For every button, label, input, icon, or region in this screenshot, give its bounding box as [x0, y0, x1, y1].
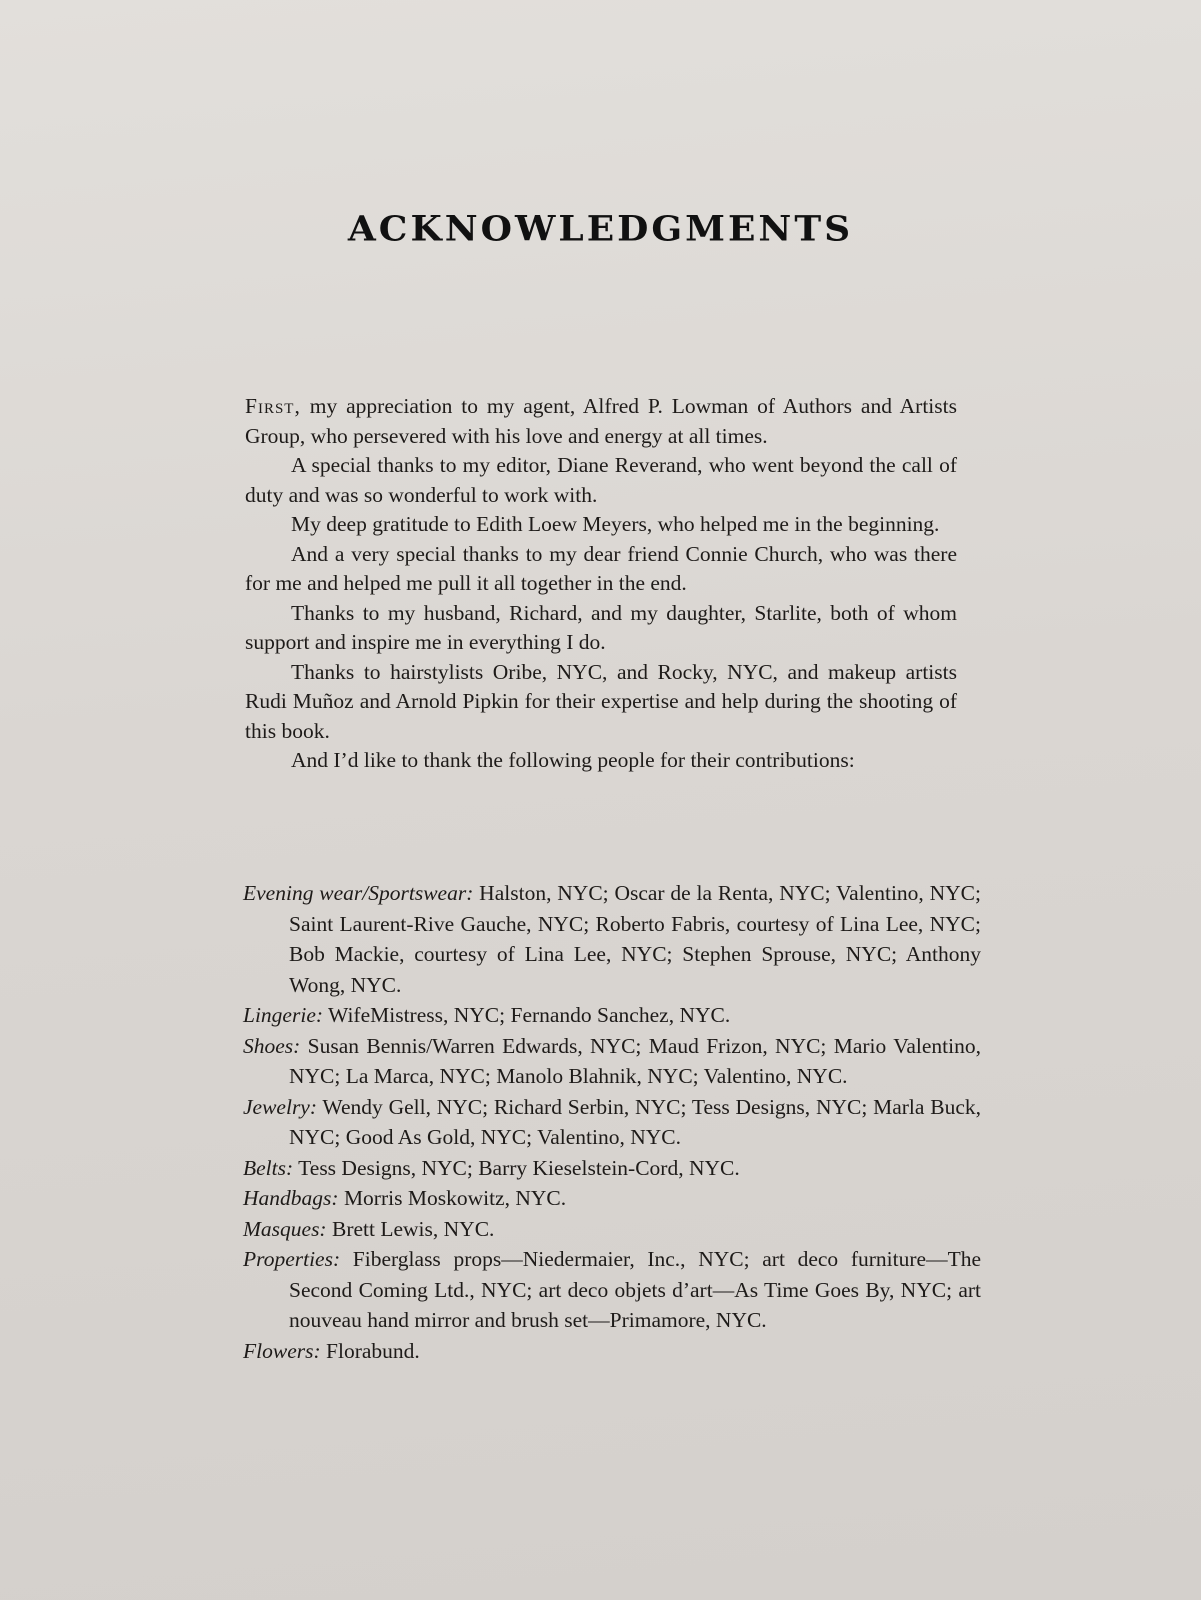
paragraph-contributions: And I’d like to thank the following people for their contributions: — [291, 748, 855, 772]
credit-category: Masques: — [243, 1216, 327, 1241]
credit-evening-wear — [243, 878, 981, 1000]
credit-text: Brett Lewis, NYC. — [326, 1216, 495, 1241]
paragraph-text: my appreciation to my agent, Alfred P. Lowman of Authors and Artists Group, who persevered with his love and energy at all times. — [245, 394, 957, 448]
credit-category: Handbags: — [243, 1186, 339, 1210]
credit-properties — [243, 1244, 981, 1336]
credit-belts — [243, 1153, 981, 1184]
credit-text: Halston, NYC; Oscar de la Renta, NYC; Valentino, NYC; Saint Laurent-Rive Gauche, NYC; Roberto Fabris, courtesy of Lina Lee, NYC; Bob Mackie, courtesy of Lina Lee, NYC; Stephen Sprouse, NYC; Anthony Wong, NYC. — [289, 881, 981, 997]
paragraph-lead-word: First, — [245, 394, 301, 418]
credit-category: Jewelry: — [243, 1094, 318, 1119]
credit-text: Tess Designs, NYC; Barry Kieselstein-Cord, NYC. — [293, 1155, 740, 1180]
paragraph-friend: And a very special thanks to my dear friend Connie Church, who was there for me and helped me pull it all together in the end. — [245, 541, 957, 595]
paragraph-editor: A special thanks to my editor, Diane Reverand, who went beyond the call of duty and was so wonderful to work with. — [245, 453, 957, 507]
credit-category: Belts: — [243, 1155, 294, 1180]
credit-handbags — [243, 1183, 981, 1214]
paragraph-agent — [245, 392, 957, 451]
page-title: ACKNOWLEDGMENTS — [347, 209, 854, 249]
credits-list — [243, 878, 981, 1366]
credit-text: Florabund. — [320, 1338, 420, 1363]
credit-text: Morris Moskowitz, NYC. — [338, 1186, 567, 1210]
credit-text: WifeMistress, NYC; Fernando Sanchez, NYC. — [323, 1003, 731, 1027]
credit-category: Evening wear/Sportswear: — [243, 881, 474, 905]
paragraph-stylists: Thanks to hairstylists Oribe, NYC, and Rocky, NYC, and makeup artists Rudi Muñoz and Arnold Pipkin for their expertise and help during the shooting of this book. — [245, 659, 957, 743]
paragraph-gratitude: My deep gratitude to Edith Loew Meyers, who helped me in the beginning. — [291, 512, 940, 536]
credit-lingerie — [243, 1000, 981, 1031]
credit-text: Fiberglass props—Niedermaier, Inc., NYC; art deco furniture—The Second Coming Ltd., NYC; art deco objets d’art—As Time Goes By, NYC; art nouveau hand mirror and brush set—Primamore, NYC. — [289, 1247, 981, 1332]
credit-category: Flowers: — [243, 1338, 321, 1363]
credit-category: Shoes: — [243, 1033, 301, 1058]
credit-text: Susan Bennis/Warren Edwards, NYC; Maud Frizon, NYC; Mario Valentino, NYC; La Marca, NYC; Manolo Blahnik, NYC; Valentino, NYC. — [289, 1033, 981, 1088]
credit-flowers — [243, 1336, 981, 1367]
credit-masques — [243, 1214, 981, 1245]
credit-category: Lingerie: — [243, 1003, 324, 1027]
credit-shoes — [243, 1031, 981, 1092]
credit-jewelry — [243, 1092, 981, 1153]
credit-text: Wendy Gell, NYC; Richard Serbin, NYC; Tess Designs, NYC; Marla Buck, NYC; Good As Gold, NYC; Valentino, NYC. — [289, 1094, 981, 1149]
acknowledgment-body — [245, 392, 957, 776]
paragraph-family: Thanks to my husband, Richard, and my daughter, Starlite, both of whom support and inspire me in everything I do. — [245, 600, 957, 654]
credit-category: Properties: — [243, 1247, 341, 1271]
